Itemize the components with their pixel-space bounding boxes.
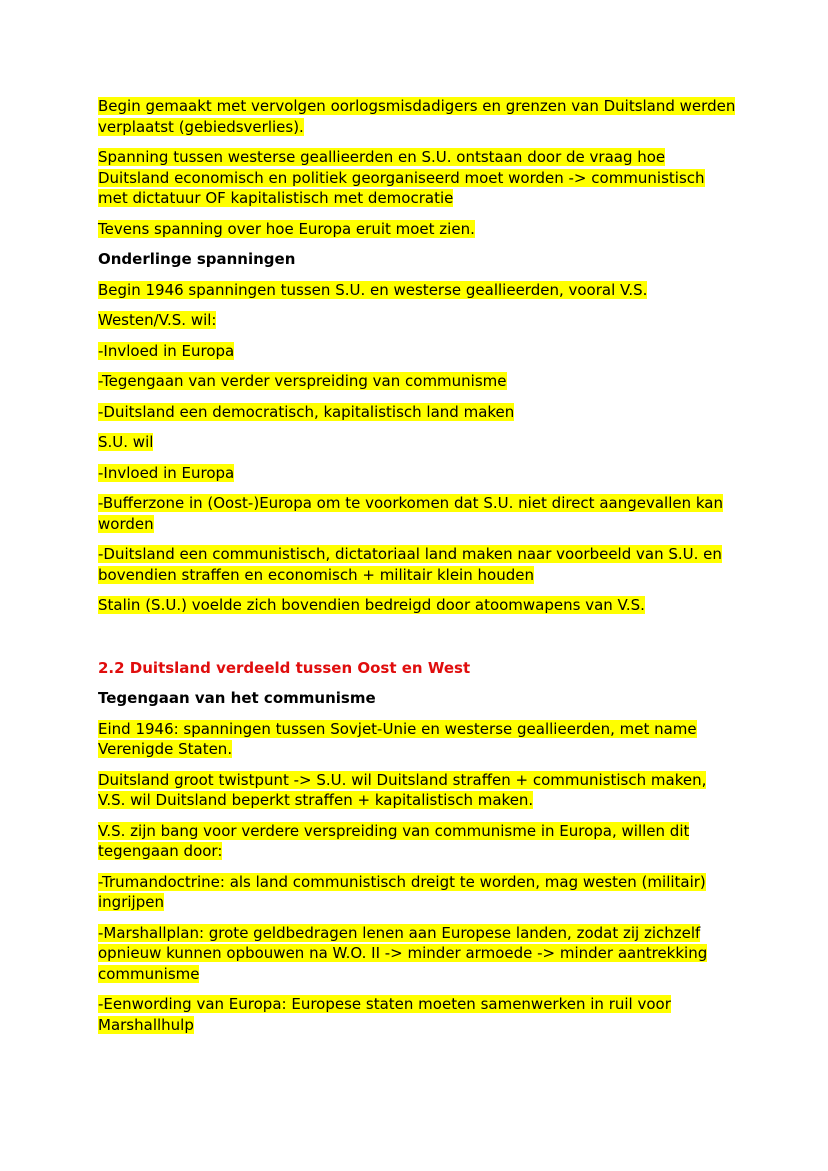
paragraph <box>98 595 738 616</box>
list-item <box>98 923 738 985</box>
document-content <box>98 96 738 1045</box>
paragraph <box>98 219 738 240</box>
highlighted-text: -Trumandoctrine: als land communistisch dreigt te worden, mag westen (militair) ingrijpen <box>98 872 706 911</box>
highlighted-text: -Bufferzone in (Oost-)Europa om te voorkomen dat S.U. niet direct aangevallen kan worden <box>98 494 723 533</box>
highlighted-text: -Duitsland een democratisch, kapitalistisch land maken <box>98 402 515 421</box>
list-item <box>98 341 738 362</box>
highlighted-text: Eind 1946: spanningen tussen Sovjet-Unie en westerse geallieerden, met name Verenigde Staten. <box>98 719 697 758</box>
highlighted-text: Stalin (S.U.) voelde zich bovendien bedreigd door atoomwapens van V.S. <box>98 596 645 614</box>
highlighted-text: -Invloed in Europa <box>98 341 235 360</box>
highlighted-text: Spanning tussen westerse geallieerden en S.U. ontstaan door de vraag hoe Duitsland economisch en politiek georganiseerd moet worden -> communistisch met dictatuur OF kapitalistisch met democratie <box>98 148 705 207</box>
list-item <box>98 371 738 392</box>
section-heading-2-2: 2.2 Duitsland verdeeld tussen Oost en West <box>98 658 471 677</box>
highlighted-text: V.S. zijn bang voor verdere verspreiding van communisme in Europa, willen dit tegengaan door: <box>98 821 690 860</box>
paragraph <box>98 310 738 331</box>
highlighted-text: Begin gemaakt met vervolgen oorlogsmisdadigers en grenzen van Duitsland werden verplaatst (gebiedsverlies). <box>98 97 736 136</box>
subheading-tegengaan-communisme: Tegengaan van het communisme <box>98 689 376 707</box>
highlighted-text: S.U. wil <box>98 433 154 451</box>
highlighted-text: -Eenwording van Europa: Europese staten moeten samenwerken in ruil voor Marshallhulp <box>98 995 671 1034</box>
list-item <box>98 402 738 423</box>
paragraph <box>98 147 738 209</box>
list-item <box>98 994 738 1035</box>
highlighted-text: Begin 1946 spanningen tussen S.U. en westerse geallieerden, vooral V.S. <box>98 280 648 299</box>
paragraph <box>98 770 738 811</box>
paragraph <box>98 821 738 862</box>
highlighted-text: Duitsland groot twistpunt -> S.U. wil Duitsland straffen + communistisch maken, V.S. wil Duitsland beperkt straffen + kapitalistisch maken. <box>98 770 707 809</box>
list-item <box>98 493 738 534</box>
highlighted-text: -Marshallplan: grote geldbedragen lenen aan Europese landen, zodat zij zichzelf opnieuw kunnen opbouwen na W.O. II -> minder armoede -> minder aantrekking communisme <box>98 923 708 983</box>
list-item <box>98 872 738 913</box>
paragraph <box>98 719 738 760</box>
paragraph <box>98 96 738 137</box>
list-item <box>98 544 738 585</box>
highlighted-text: Tevens spanning over hoe Europa eruit moet zien. <box>98 219 475 238</box>
list-item <box>98 463 738 484</box>
highlighted-text: -Tegengaan van verder verspreiding van communisme <box>98 372 507 390</box>
paragraph <box>98 432 738 453</box>
subheading-onderlinge-spanningen: Onderlinge spanningen <box>98 250 296 268</box>
highlighted-text: -Invloed in Europa <box>98 463 235 482</box>
paragraph <box>98 280 738 301</box>
highlighted-text: Westen/V.S. wil: <box>98 311 217 329</box>
highlighted-text: -Duitsland een communistisch, dictatoriaal land maken naar voorbeeld van S.U. en bovendien straffen en economisch + militair klein houden <box>98 545 722 584</box>
